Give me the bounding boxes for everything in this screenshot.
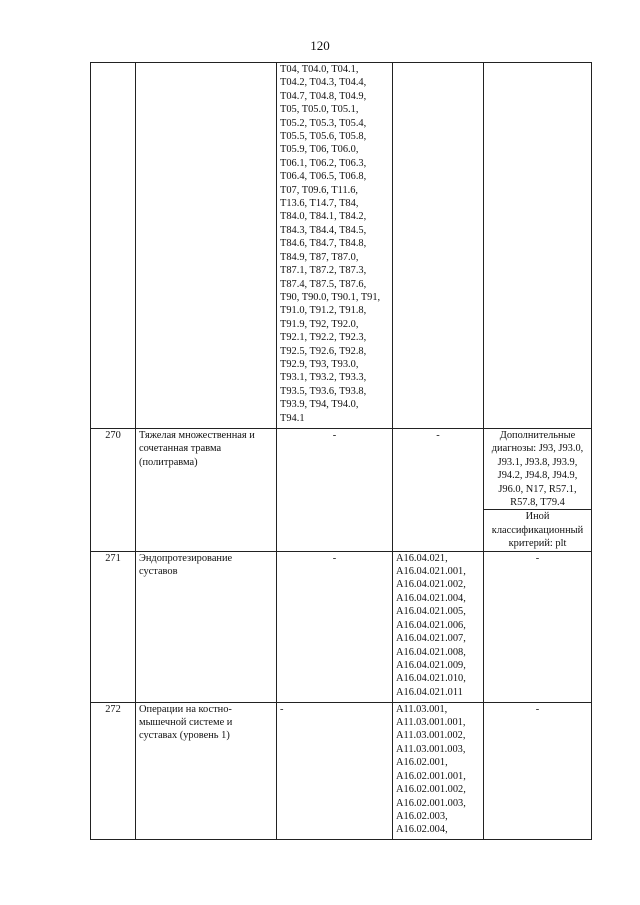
table-row [91, 429, 592, 552]
diagnosis-codes [277, 63, 393, 429]
page-number: 120 [310, 38, 330, 53]
row-name: Эндопротезирование суставов [136, 551, 277, 702]
code-line: A16.02.001.002, [396, 784, 466, 796]
code-line: A11.03.001.002, [396, 730, 466, 742]
diagnosis-codes: - [277, 429, 393, 552]
row-number: 271 [91, 551, 136, 702]
service-codes [393, 551, 484, 702]
code-line: A16.02.001.001, [396, 770, 466, 782]
code-line: T87.4, T87.5, T87.6, [280, 278, 367, 290]
diagnosis-codes: - [277, 551, 393, 702]
code-line: A16.04.021.011 [396, 686, 463, 698]
code-line: A11.03.001.001, [396, 717, 466, 729]
diagnosis-codes: - [277, 702, 393, 839]
code-line: A16.02.004, [396, 824, 448, 836]
code-line: A16.02.001.003, [396, 797, 466, 809]
code-line: A11.03.001.003, [396, 743, 466, 755]
code-line: T84.3, T84.4, T84.5, [280, 224, 367, 236]
code-line: A16.04.021.004, [396, 592, 466, 604]
service-codes [393, 63, 484, 429]
code-line: T07, T09.6, T11.6, [280, 184, 359, 196]
code-line: T04.2, T04.3, T04.4, [280, 77, 367, 89]
code-line: A16.04.021.006, [396, 619, 466, 631]
code-line: T04, T04.0, T04.1, [280, 64, 359, 75]
code-line: A11.03.001, [396, 703, 448, 715]
code-line: T06.4, T06.5, T06.8, [280, 171, 367, 183]
code-line: T05, T05.0, T05.1, [280, 104, 359, 116]
code-line: T93.9, T94, T94.0, [280, 399, 359, 411]
ksg-table [90, 62, 592, 840]
extra-criteria [484, 429, 592, 552]
extra-criteria [484, 63, 592, 429]
code-line: A16.02.003, [396, 810, 448, 822]
code-line: T93.5, T93.6, T93.8, [280, 385, 367, 397]
code-line: A16.04.021.005, [396, 606, 466, 618]
other-criterion: Иной классификационный критерий: plt [484, 509, 591, 550]
code-line: T06.1, T06.2, T06.3, [280, 157, 367, 169]
code-line: T92.9, T93, T93.0, [280, 358, 359, 370]
row-number: 270 [91, 429, 136, 552]
extra-criteria: - [484, 551, 592, 702]
table-row [91, 702, 592, 839]
code-line: T13.6, T14.7, T84, [280, 198, 359, 210]
table-row [91, 551, 592, 702]
code-line: T05.5, T05.6, T05.8, [280, 131, 367, 143]
code-line: A16.04.021, [396, 552, 448, 564]
code-line: A16.02.001, [396, 757, 448, 769]
code-line: A16.04.021.007, [396, 633, 466, 645]
code-line: T05.9, T06, T06.0, [280, 144, 359, 156]
code-line: T93.1, T93.2, T93.3, [280, 372, 367, 384]
code-line: T92.5, T92.6, T92.8, [280, 345, 367, 357]
code-line: A16.04.021.010, [396, 673, 466, 685]
code-line: T94.1 [280, 412, 305, 424]
code-line: A16.04.021.009, [396, 659, 466, 671]
service-codes: - [393, 429, 484, 552]
code-line: A16.04.021.001, [396, 566, 466, 578]
row-number: 272 [91, 702, 136, 839]
code-line: T84.0, T84.1, T84.2, [280, 211, 367, 223]
extra-criteria: - [484, 702, 592, 839]
additional-diagnoses: Дополнительные диагнозы: J93, J93.0, J93.1, J93.8, J93.9, J94.2, J94.8, J94.9, J96.0, N17, R57.1, R57.8, T79.4 [491, 430, 584, 509]
code-line: T91.9, T92, T92.0, [280, 318, 359, 330]
code-line: A16.04.021.008, [396, 646, 466, 658]
code-line: T91.0, T91.2, T91.8, [280, 305, 367, 317]
table-row [91, 63, 592, 429]
service-codes [393, 702, 484, 839]
code-line: T04.7, T04.8, T04.9, [280, 90, 367, 102]
code-line: T84.9, T87, T87.0, [280, 251, 359, 263]
code-line: T05.2, T05.3, T05.4, [280, 117, 367, 129]
row-name [136, 63, 277, 429]
code-line: T92.1, T92.2, T92.3, [280, 332, 367, 344]
code-line: A16.04.021.002, [396, 579, 466, 591]
row-name: Тяжелая множественная и сочетанная травма (политравма) [136, 429, 277, 552]
code-line: T87.1, T87.2, T87.3, [280, 265, 367, 277]
code-line: T84.6, T84.7, T84.8, [280, 238, 367, 250]
row-name: Операции на костно-мышечной системе и суставах (уровень 1) [136, 702, 277, 839]
row-number [91, 63, 136, 429]
code-line: T90, T90.0, T90.1, T91, [280, 291, 381, 303]
